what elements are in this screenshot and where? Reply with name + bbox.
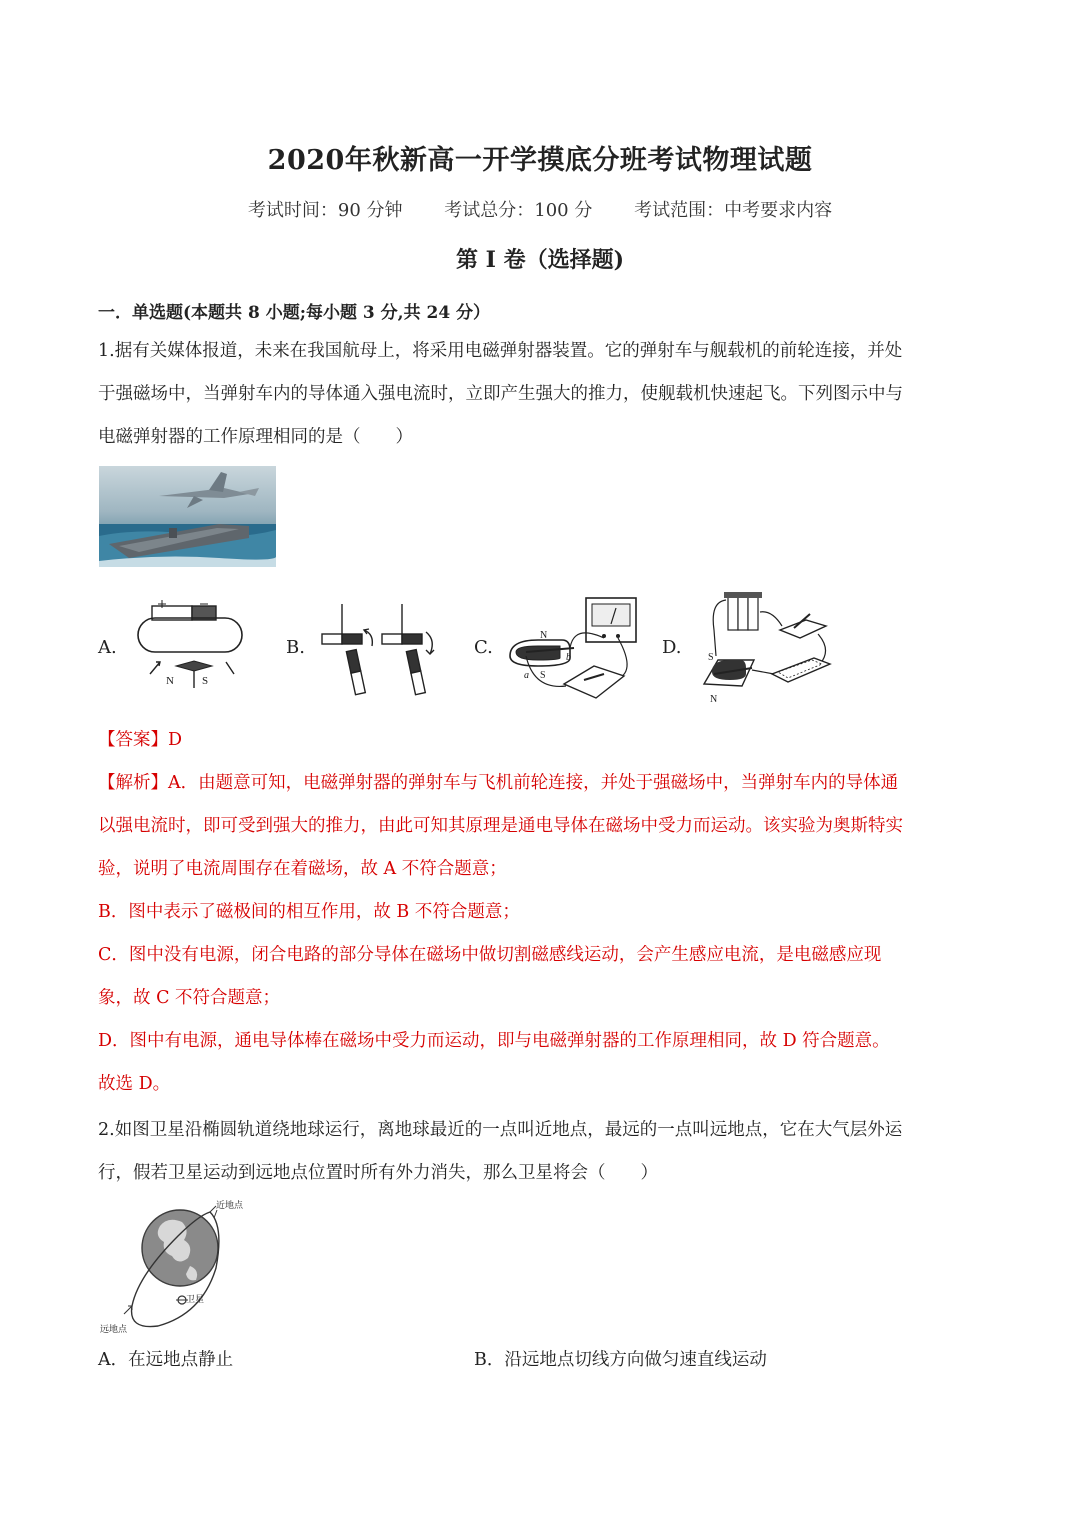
analysis-line: 故选 D。 bbox=[98, 1074, 171, 1094]
question-1-analysis bbox=[98, 762, 978, 1106]
option-b-magnets-figure bbox=[318, 600, 443, 696]
question-1-line: 1.据有关媒体报道，未来在我国航母上，将采用电磁弹射器装置。它的弹射车与舰载机的前轮连接，并处 bbox=[98, 341, 903, 361]
question-2-option-b: B．沿远地点切线方向做匀速直线运动 bbox=[474, 1350, 767, 1370]
figure-label-n: N bbox=[540, 630, 548, 641]
option-b-label: B. bbox=[286, 637, 305, 658]
exam-meta bbox=[0, 196, 1080, 222]
exam-scope: 考试范围：中考要求内容 bbox=[634, 200, 833, 221]
part-heading: 一．单选题(本题共 8 小题;每小题 3 分,共 24 分） bbox=[98, 303, 491, 323]
exam-title: 2020年秋新高一开学摸底分班考试物理试题 bbox=[267, 145, 813, 176]
question-1-text bbox=[98, 330, 978, 459]
analysis-line: C．图中没有电源，闭合电路的部分导体在磁场中做切割磁感线运动，会产生感应电流，是电磁感应现 bbox=[98, 945, 882, 965]
option-a-oersted-figure bbox=[130, 598, 252, 696]
analysis-line: 验，说明了电流周围存在着磁场，故 A 不符合题意； bbox=[98, 859, 507, 879]
satellite-orbit-figure bbox=[98, 1196, 258, 1338]
aircraft-carrier-photo bbox=[99, 466, 276, 567]
analysis-line: B．图中表示了磁极间的相互作用，故 B 不符合题意； bbox=[98, 902, 520, 922]
perigee-label: 近地点 bbox=[216, 1201, 244, 1211]
section-title: 第 I 卷（选择题) bbox=[455, 247, 625, 273]
option-a-label: A. bbox=[98, 637, 117, 658]
exam-score: 考试总分：100 分 bbox=[444, 200, 593, 221]
satellite-label: 卫星 bbox=[186, 1295, 205, 1305]
analysis-line: 象，故 C 不符合题意； bbox=[98, 988, 281, 1008]
figure-label-s: S bbox=[540, 670, 546, 681]
option-c-label: C. bbox=[474, 637, 493, 658]
apogee-label: 远地点 bbox=[100, 1325, 128, 1335]
option-d-motor-figure bbox=[696, 590, 836, 708]
analysis-line: D．图中有电源，通电导体棒在磁场中受力而运动，即与电磁弹射器的工作原理相同，故 D 符合题意。 bbox=[98, 1031, 890, 1051]
figure-label-s: S bbox=[202, 675, 209, 687]
question-1-answer: 【答案】D bbox=[98, 730, 183, 750]
analysis-line: 【解析】A．由题意可知，电磁弹射器的弹射车与飞机前轮连接，并处于强磁场中，当弹射车内的导体通 bbox=[98, 773, 899, 793]
question-2-line: 2.如图卫星沿椭圆轨道绕地球运行，离地球最近的一点叫近地点，最远的一点叫远地点，它在大气层外运 bbox=[98, 1120, 903, 1140]
figure-label-b: b bbox=[566, 652, 571, 663]
figure-label-n: N bbox=[710, 694, 718, 705]
exam-time: 考试时间：90 分钟 bbox=[247, 200, 403, 221]
question-2-option-a: A．在远地点静止 bbox=[98, 1350, 234, 1370]
option-c-induction-figure bbox=[504, 594, 644, 706]
question-2-line: 行，假若卫星运动到远地点位置时所有外力消失，那么卫星将会（ ） bbox=[98, 1163, 658, 1183]
question-1-line: 于强磁场中，当弹射车内的导体通入强电流时，立即产生强大的推力，使舰载机快速起飞。下列图示中与 bbox=[98, 384, 903, 404]
option-d-label: D. bbox=[662, 637, 682, 658]
analysis-line: 以强电流时，即可受到强大的推力，由此可知其原理是通电导体在磁场中受力而运动。该实验为奥斯特实 bbox=[98, 816, 903, 836]
question-1-line: 电磁弹射器的工作原理相同的是（ ） bbox=[98, 427, 413, 447]
figure-label-s: S bbox=[708, 652, 714, 663]
question-2-text bbox=[98, 1109, 978, 1195]
figure-label-n: N bbox=[166, 675, 174, 687]
figure-label-a: a bbox=[524, 670, 529, 681]
